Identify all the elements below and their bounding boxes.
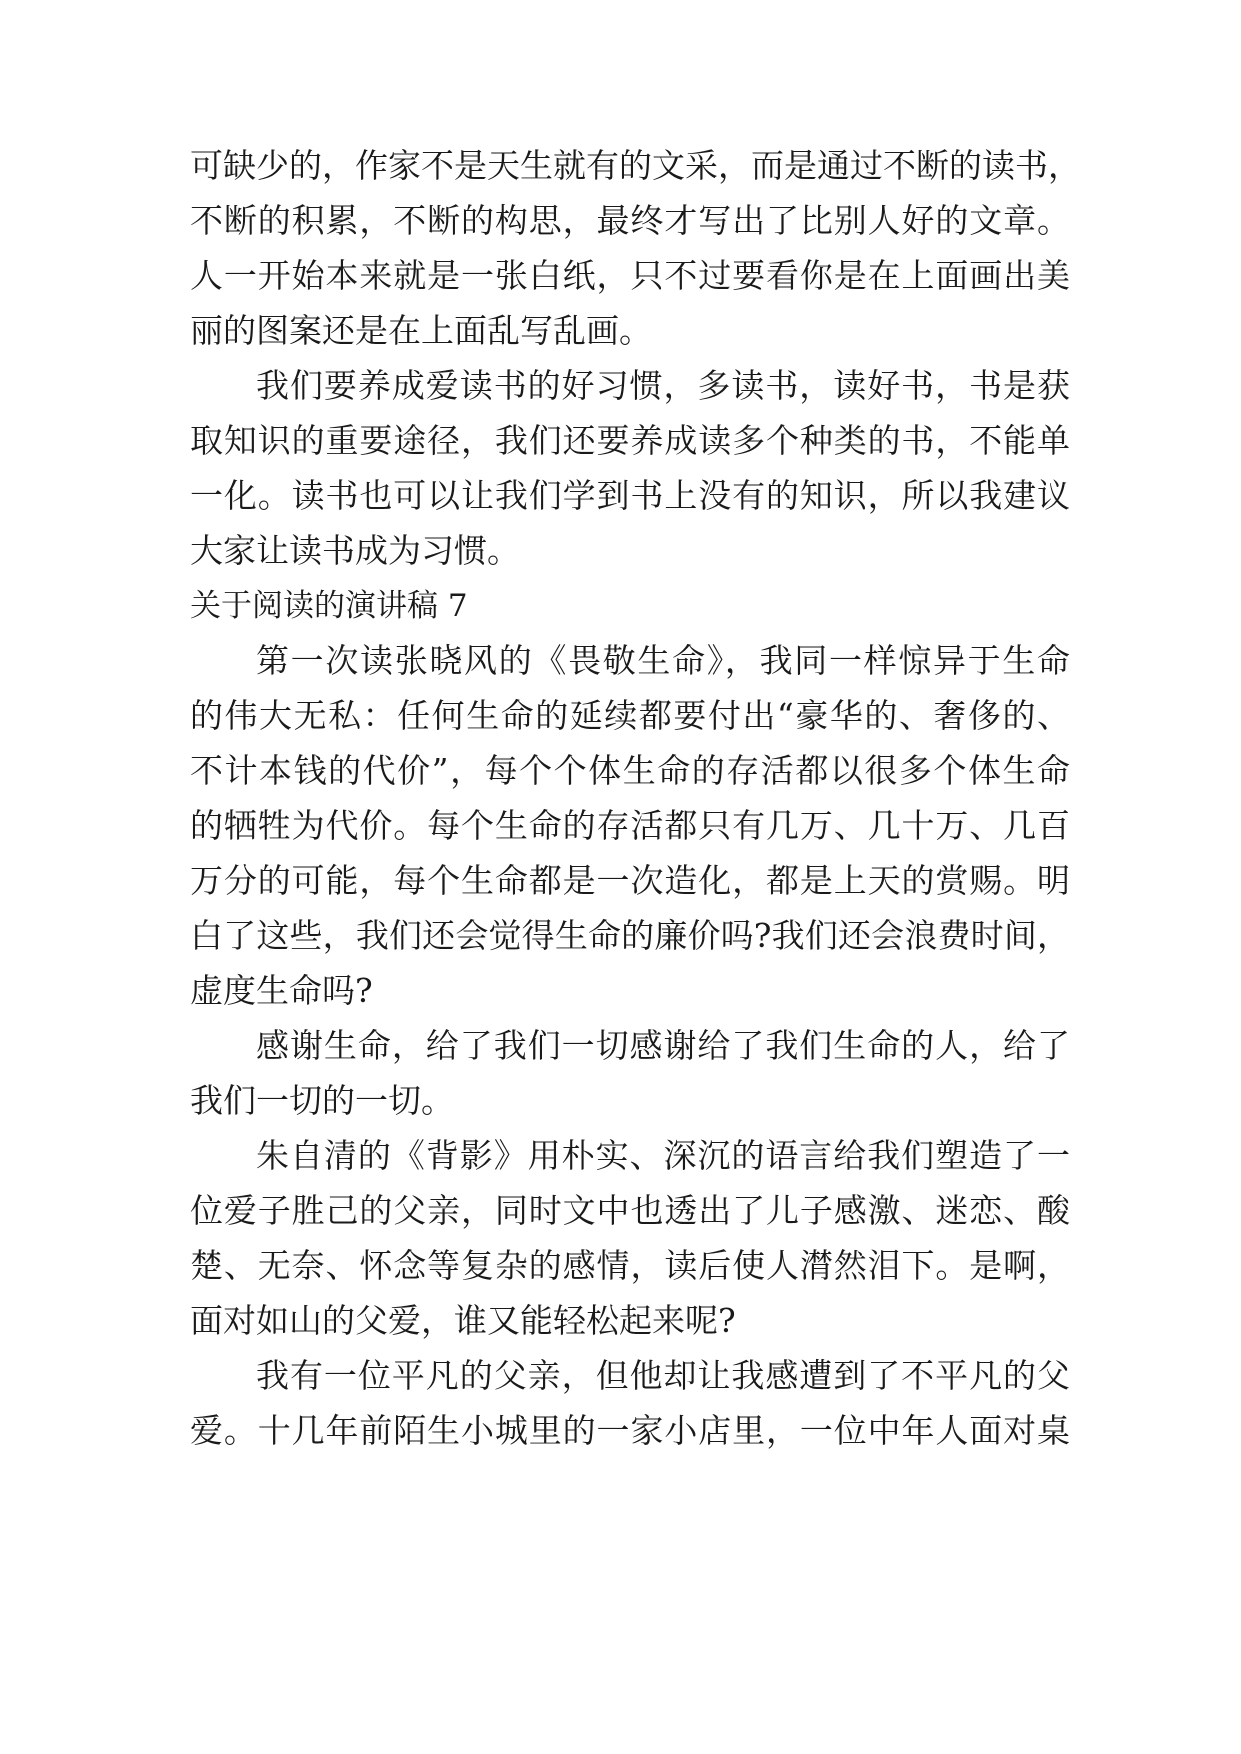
- text-line: 取知识的重要途径，我们还要养成读多个种类的书，不能单: [190, 421, 1070, 460]
- paragraph-first-line: 我有一位平凡的父亲，但他却让我感遭到了不平凡的父: [256, 1356, 1070, 1395]
- text-line: 的牺牲为代价。每个生命的存活都只有几万、几十万、几百: [190, 806, 1070, 845]
- paragraph-first-line: 朱自清的《背影》用朴实、深沉的语言给我们塑造了一: [256, 1136, 1070, 1175]
- text-line: 楚、无奈、怀念等复杂的感情，读后使人潸然泪下。是啊，: [190, 1246, 1070, 1285]
- text-line: 人一开始本来就是一张白纸，只不过要看你是在上面画出美: [190, 256, 1070, 295]
- text-line: 不断的积累，不断的构思，最终才写出了比别人好的文章。: [190, 201, 1070, 240]
- text-line: 面对如山的父爱，谁又能轻松起来呢?: [190, 1301, 736, 1340]
- text-line: 白了这些，我们还会觉得生命的廉价吗?我们还会浪费时间，: [190, 916, 1070, 955]
- text-line: 我们一切的一切。: [190, 1081, 454, 1120]
- text-line: 一化。读书也可以让我们学到书上没有的知识，所以我建议: [190, 476, 1070, 515]
- text-line: 可缺少的，作家不是天生就有的文采，而是通过不断的读书，: [190, 146, 1081, 185]
- text-line: 爱。十几年前陌生小城里的一家小店里，一位中年人面对桌: [190, 1411, 1070, 1450]
- paragraph-first-line: 第一次读张晓风的《畏敬生命》，我同一样惊异于生命: [256, 641, 1070, 680]
- text-line: 丽的图案还是在上面乱写乱画。: [190, 311, 652, 350]
- text-line: 位爱子胜己的父亲，同时文中也透出了儿子感激、迷恋、酸: [190, 1191, 1070, 1230]
- paragraph-first-line: 感谢生命，给了我们一切感谢给了我们生命的人，给了: [256, 1026, 1070, 1065]
- section-heading: 关于阅读的演讲稿 7: [190, 588, 468, 624]
- paragraph-first-line: 我们要养成爱读书的好习惯，多读书，读好书，书是获: [256, 366, 1070, 405]
- text-line: 的伟大无私：任何生命的延续都要付出“豪华的、奢侈的、: [190, 696, 1070, 735]
- text-line: 大家让读书成为习惯。: [190, 531, 520, 570]
- text-line: 虚度生命吗?: [190, 971, 373, 1010]
- text-line: 不计本钱的代价”，每个个体生命的存活都以很多个体生命: [190, 751, 1070, 790]
- text-line: 万分的可能，每个生命都是一次造化，都是上天的赏赐。明: [190, 861, 1070, 900]
